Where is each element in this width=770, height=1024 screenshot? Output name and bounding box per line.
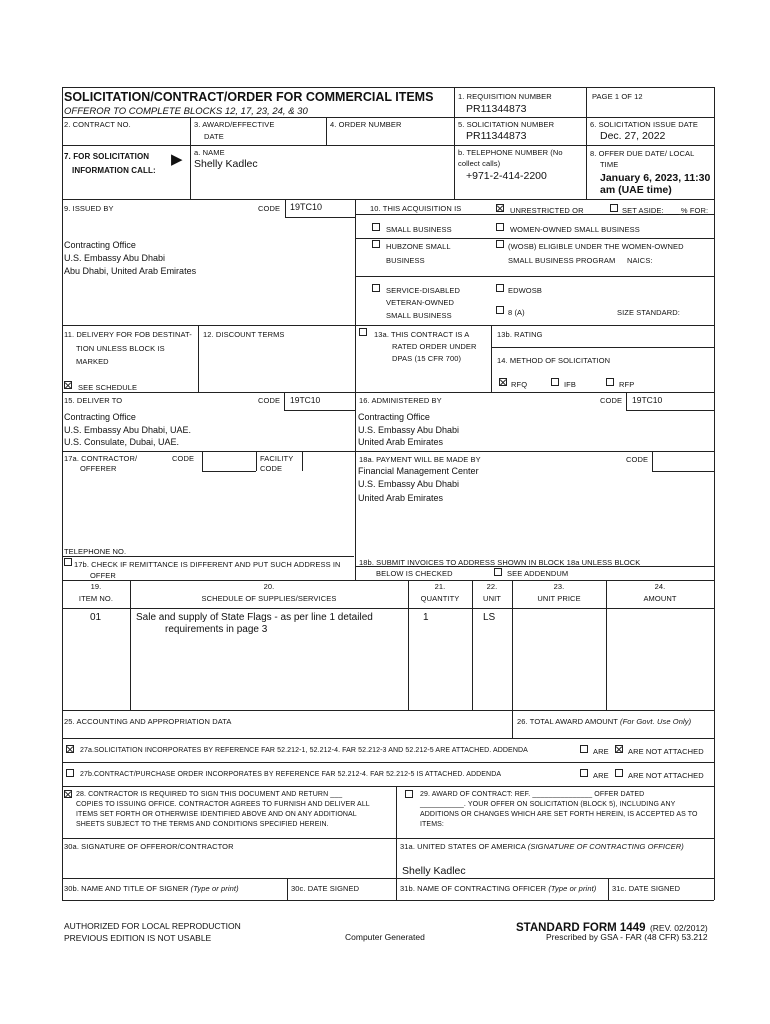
size-standard-label: SIZE STANDARD: [617,308,680,317]
see-addendum-checkbox[interactable] [494,568,502,576]
naics-label: NAICS: [627,256,653,265]
prescribed-note: Prescribed by GSA - FAR (48 CFR) 53.212 [546,932,708,942]
edwosb-label: EDWOSB [508,286,542,295]
col-amount: AMOUNT [643,594,677,603]
form-subtitle: OFFEROR TO COMPLETE BLOCKS 12, 17, 23, 24, & 30 [64,106,308,117]
rfp-checkbox[interactable] [606,378,614,386]
solicitation-number-label: 5. SOLICITATION NUMBER [458,120,555,129]
usa-signature-note: (SIGNATURE OF CONTRACTING OFFICER) [527,842,684,851]
usa-signature-label [400,842,684,851]
item-description-2: requirements in page 3 [165,624,268,635]
payment-address-line: Financial Management Center [358,466,479,476]
officer-name-text: 31b. NAME OF CONTRACTING OFFICER [400,884,547,893]
col-unit-price: UNIT PRICE [537,594,581,603]
fob-delivery-label-3: MARKED [76,357,109,366]
date-signed-31c-label: 31c. DATE SIGNED [612,884,681,893]
ifb-label: IFB [564,380,576,389]
small-business-checkbox[interactable] [372,223,380,231]
remittance-checkbox[interactable] [64,558,72,566]
award-date-label-2: DATE [204,132,224,141]
deliver-to-label: 15. DELIVER TO [64,396,123,405]
clause-27b-are-not-label: ARE NOT ATTACHED [628,771,704,780]
clause-29-text: ITEMS: [420,821,444,828]
arrow-right-icon: ▶ [171,151,183,168]
sdvosb-label-3: SMALL BUSINESS [386,311,452,320]
fob-delivery-label: 11. DELIVERY FOR FOB DESTINAT- [64,330,192,339]
rating-label: 13b. RATING [497,330,543,339]
administered-address-line: U.S. Embassy Abu Dhabi [358,425,460,435]
form-name-text: STANDARD FORM 1449 [516,922,646,934]
solicitation-number-value[interactable]: PR11344873 [466,130,527,142]
col-quantity: QUANTITY [420,594,460,603]
discount-terms-label: 12. DISCOUNT TERMS [203,330,285,339]
issued-address-line: Abu Dhabi, United Arab Emirates [64,266,197,276]
solicitation-date-label: 6. SOLICITATION ISSUE DATE [590,120,699,129]
clause-27b-text: 27b.CONTRACT/PURCHASE ORDER INCORPORATES BY REFERENCE FAR 52.212-4. FAR 52.212-5 IS ATTACHED. ADDENDA [80,771,502,778]
order-number-label: 4. ORDER NUMBER [330,120,402,129]
contractor-sign-checkbox[interactable] [64,790,72,798]
rated-order-label-2: RATED ORDER UNDER [392,342,477,351]
clause-27b-are-not-checkbox[interactable] [615,769,623,777]
reproduction-note: AUTHORIZED FOR LOCAL REPRODUCTION [64,921,241,931]
wosb-eligible-checkbox[interactable] [496,240,504,248]
col-num: 19. [90,582,102,591]
type-or-print-note: (Type or print) [190,884,239,893]
offer-due-value-2[interactable]: am (UAE time) [600,184,672,196]
clause-28-text: 28. CONTRACTOR IS REQUIRED TO SIGN THIS DOCUMENT AND RETURN ___ [76,791,343,798]
type-or-print-note: (Type or print) [548,884,597,893]
computer-generated-note: Computer Generated [345,932,425,942]
award-checkbox[interactable] [405,790,413,798]
fob-delivery-label-2: TION UNLESS BLOCK IS [76,344,165,353]
award-date-label: 3. AWARD/EFFECTIVE [194,120,275,129]
contract-no-label: 2. CONTRACT NO. [64,120,131,129]
clause-27b-checkbox[interactable] [66,769,74,777]
deliver-code-label: CODE [258,396,281,405]
usa-signature-text: 31a. UNITED STATES OF AMERICA [400,842,526,851]
previous-edition-note: PREVIOUS EDITION IS NOT USABLE [64,933,212,943]
clause-27a-are-label: ARE [593,747,609,756]
col-item-no: ITEM NO. [78,594,114,603]
contractor-code-label: CODE [172,454,195,463]
issued-code-value[interactable]: 19TC10 [290,202,323,212]
contact-name-label: a. NAME [194,148,225,157]
info-call-label: INFORMATION CALL: [72,166,156,175]
telephone-label-2: collect calls) [458,159,501,168]
contracting-officer-value[interactable]: Shelly Kadlec [402,865,466,877]
rated-order-checkbox[interactable] [359,328,367,336]
col-unit: UNIT [483,594,501,603]
officer-name-label [400,884,596,893]
clause-27b-are-label: ARE [593,771,609,780]
payment-code-label: CODE [626,455,649,464]
set-aside-label: SET ASIDE: ___ % FOR: [622,206,709,215]
invoice-label: 18b. SUBMIT INVOICES TO ADDRESS SHOWN IN BLOCK 18a UNLESS BLOCK [359,558,641,567]
clause-27a-are-checkbox[interactable] [580,745,588,753]
rated-order-label-3: DPAS (15 CFR 700) [392,354,462,363]
clause-29-text: ___________. YOUR OFFER ON SOLICITATION (BLOCK 5), INCLUDING ANY [420,801,676,808]
clause-27a-are-not-checkbox[interactable] [615,745,623,753]
remittance-label: 17b. CHECK IF REMITTANCE IS DIFFERENT AND PUT SUCH ADDRESS IN [74,560,341,569]
hubzone-checkbox[interactable] [372,240,380,248]
administered-by-label: 16. ADMINISTERED BY [359,396,442,405]
telephone-value[interactable]: +971-2-414-2200 [466,170,547,182]
administered-address-line: Contracting Office [358,412,430,422]
item-quantity: 1 [423,612,429,623]
offer-due-label: 8. OFFER DUE DATE/ LOCAL [590,149,695,158]
sdvosb-label: SERVICE-DISABLED [386,286,460,295]
wosb-program-label: SMALL BUSINESS PROGRAM [508,256,616,265]
signer-name-label [64,884,239,893]
offeror-signature-label: 30a. SIGNATURE OF OFFEROR/CONTRACTOR [64,842,234,851]
issued-address-line: U.S. Embassy Abu Dhabi [64,253,166,263]
form-revision: (REV. 02/2012) [649,923,708,933]
for-solicitation-label: 7. FOR SOLICITATION [64,152,150,161]
clause-28-text: SHEETS SUBJECT TO THE TERMS AND CONDITIONS SPECIFIED HEREIN. [76,821,329,828]
contractor-telephone-label: TELEPHONE NO. [64,547,127,556]
issued-address-line: Contracting Office [64,240,136,250]
date-signed-30c-label: 30c. DATE SIGNED [291,884,360,893]
unrestricted-checkbox[interactable] [496,204,504,212]
page-count: PAGE 1 OF 12 [592,92,643,101]
signer-name-text: 30b. NAME AND TITLE OF SIGNER [64,884,189,893]
rfq-label: RFQ [511,380,528,389]
payment-address-line: United Arab Emirates [358,493,444,503]
total-award-note: (For Govt. Use Only) [620,717,692,726]
rated-order-label: 13a. THIS CONTRACT IS A [374,330,470,339]
administered-code-value[interactable]: 19TC10 [632,395,663,405]
small-business-label: SMALL BUSINESS [386,225,452,234]
sdvosb-checkbox[interactable] [372,284,380,292]
deliver-code-value[interactable]: 19TC10 [290,395,321,405]
clause-27b-are-checkbox[interactable] [580,769,588,777]
invoice-label-2: BELOW IS CHECKED [376,569,453,578]
facility-code-label: FACILITY [260,454,294,463]
requisition-value[interactable]: PR11344873 [466,103,527,115]
contact-name-value[interactable]: Shelly Kadlec [194,158,258,170]
col-num: 20. [263,582,275,591]
deliver-address-line: U.S. Consulate, Dubai, UAE. [64,437,180,447]
payment-label: 18a. PAYMENT WILL BE MADE BY [359,455,481,464]
total-award-label [517,717,691,726]
requisition-label: 1. REQUISITION NUMBER [458,92,552,101]
rfq-checkbox[interactable] [499,378,507,386]
see-schedule-checkbox[interactable] [64,381,72,389]
facility-code-label-2: CODE [260,464,283,473]
see-addendum-label: SEE ADDENDUM [507,569,569,578]
item-description: Sale and supply of State Flags - as per line 1 detailed [136,612,373,623]
administered-address-line: United Arab Emirates [358,437,444,447]
solicitation-date-value[interactable]: Dec. 27, 2022 [600,130,666,142]
acquisition-label: 10. THIS ACQUISITION IS [370,204,462,213]
deliver-address-line: U.S. Embassy Abu Dhabi, UAE. [64,425,192,435]
item-unit: LS [483,612,496,623]
clause-27a-are-not-label: ARE NOT ATTACHED [628,747,704,756]
form-title: SOLICITATION/CONTRACT/ORDER FOR COMMERCIAL ITEMS [64,90,434,104]
total-award-text: 26. TOTAL AWARD AMOUNT [517,717,618,726]
clause-29-text: 29. AWARD OF CONTRACT: REF. _______________ OFFER DATED [420,791,645,798]
eight-a-label: 8 (A) [508,308,525,317]
see-schedule-label: SEE SCHEDULE [78,383,138,392]
clause-27a-checkbox[interactable] [66,745,74,753]
clause-28-text: COPIES TO ISSUING OFFICE. CONTRACTOR AGREES TO FURNISH AND DELIVER ALL [76,801,370,808]
col-num: 21. [434,582,446,591]
clause-27a-text: 27a.SOLICITATION INCORPORATES BY REFERENCE FAR 52.212-1, 52.212-4. FAR 52.212-3 AND 52.212-5 ARE ATTACHED. ADDENDA [80,747,528,754]
contractor-label: 17a. CONTRACTOR/ [64,454,138,463]
payment-address-line: U.S. Embassy Abu Dhabi [358,479,460,489]
sdvosb-label-2: VETERAN-OWNED [386,298,454,307]
col-schedule: SCHEDULE OF SUPPLIES/SERVICES [201,594,337,603]
col-num: 23. [553,582,565,591]
offer-due-value[interactable]: January 6, 2023, 11:30 [600,172,711,184]
telephone-label: b. TELEPHONE NUMBER (No [458,148,563,157]
remittance-label-2: OFFER [90,571,116,580]
clause-29-text: ADDITIONS OR CHANGES WHICH ARE SET FORTH HEREIN, IS ACCEPTED AS TO [420,811,698,818]
item-number: 01 [90,612,102,623]
issued-by-label: 9. ISSUED BY [64,204,114,213]
method-label: 14. METHOD OF SOLICITATION [497,356,611,365]
set-aside-checkbox[interactable] [610,204,618,212]
issued-code-label: CODE [258,204,281,213]
rfp-label: RFP [619,380,635,389]
col-num: 22. [486,582,498,591]
col-num: 24. [654,582,666,591]
hubzone-label: HUBZONE SMALL [386,242,451,251]
offer-due-label-2: TIME [600,160,619,169]
deliver-address-line: Contracting Office [64,412,136,422]
hubzone-label-2: BUSINESS [386,256,425,265]
wosb-checkbox[interactable] [496,223,504,231]
contractor-label-2: OFFERER [80,464,117,473]
clause-28-text: ITEMS SET FORTH OR OTHERWISE IDENTIFIED ABOVE AND ON ANY ADDITIONAL [76,811,357,818]
eight-a-checkbox[interactable] [496,306,504,314]
wosb-eligible-label: (WOSB) ELIGIBLE UNDER THE WOMEN-OWNED [508,242,684,251]
wosb-label: WOMEN-OWNED SMALL BUSINESS [510,225,640,234]
edwosb-checkbox[interactable] [496,284,504,292]
unrestricted-label: UNRESTRICTED OR [510,206,584,215]
ifb-checkbox[interactable] [551,378,559,386]
accounting-label: 25. ACCOUNTING AND APPROPRIATION DATA [64,717,232,726]
administered-code-label: CODE [600,396,623,405]
